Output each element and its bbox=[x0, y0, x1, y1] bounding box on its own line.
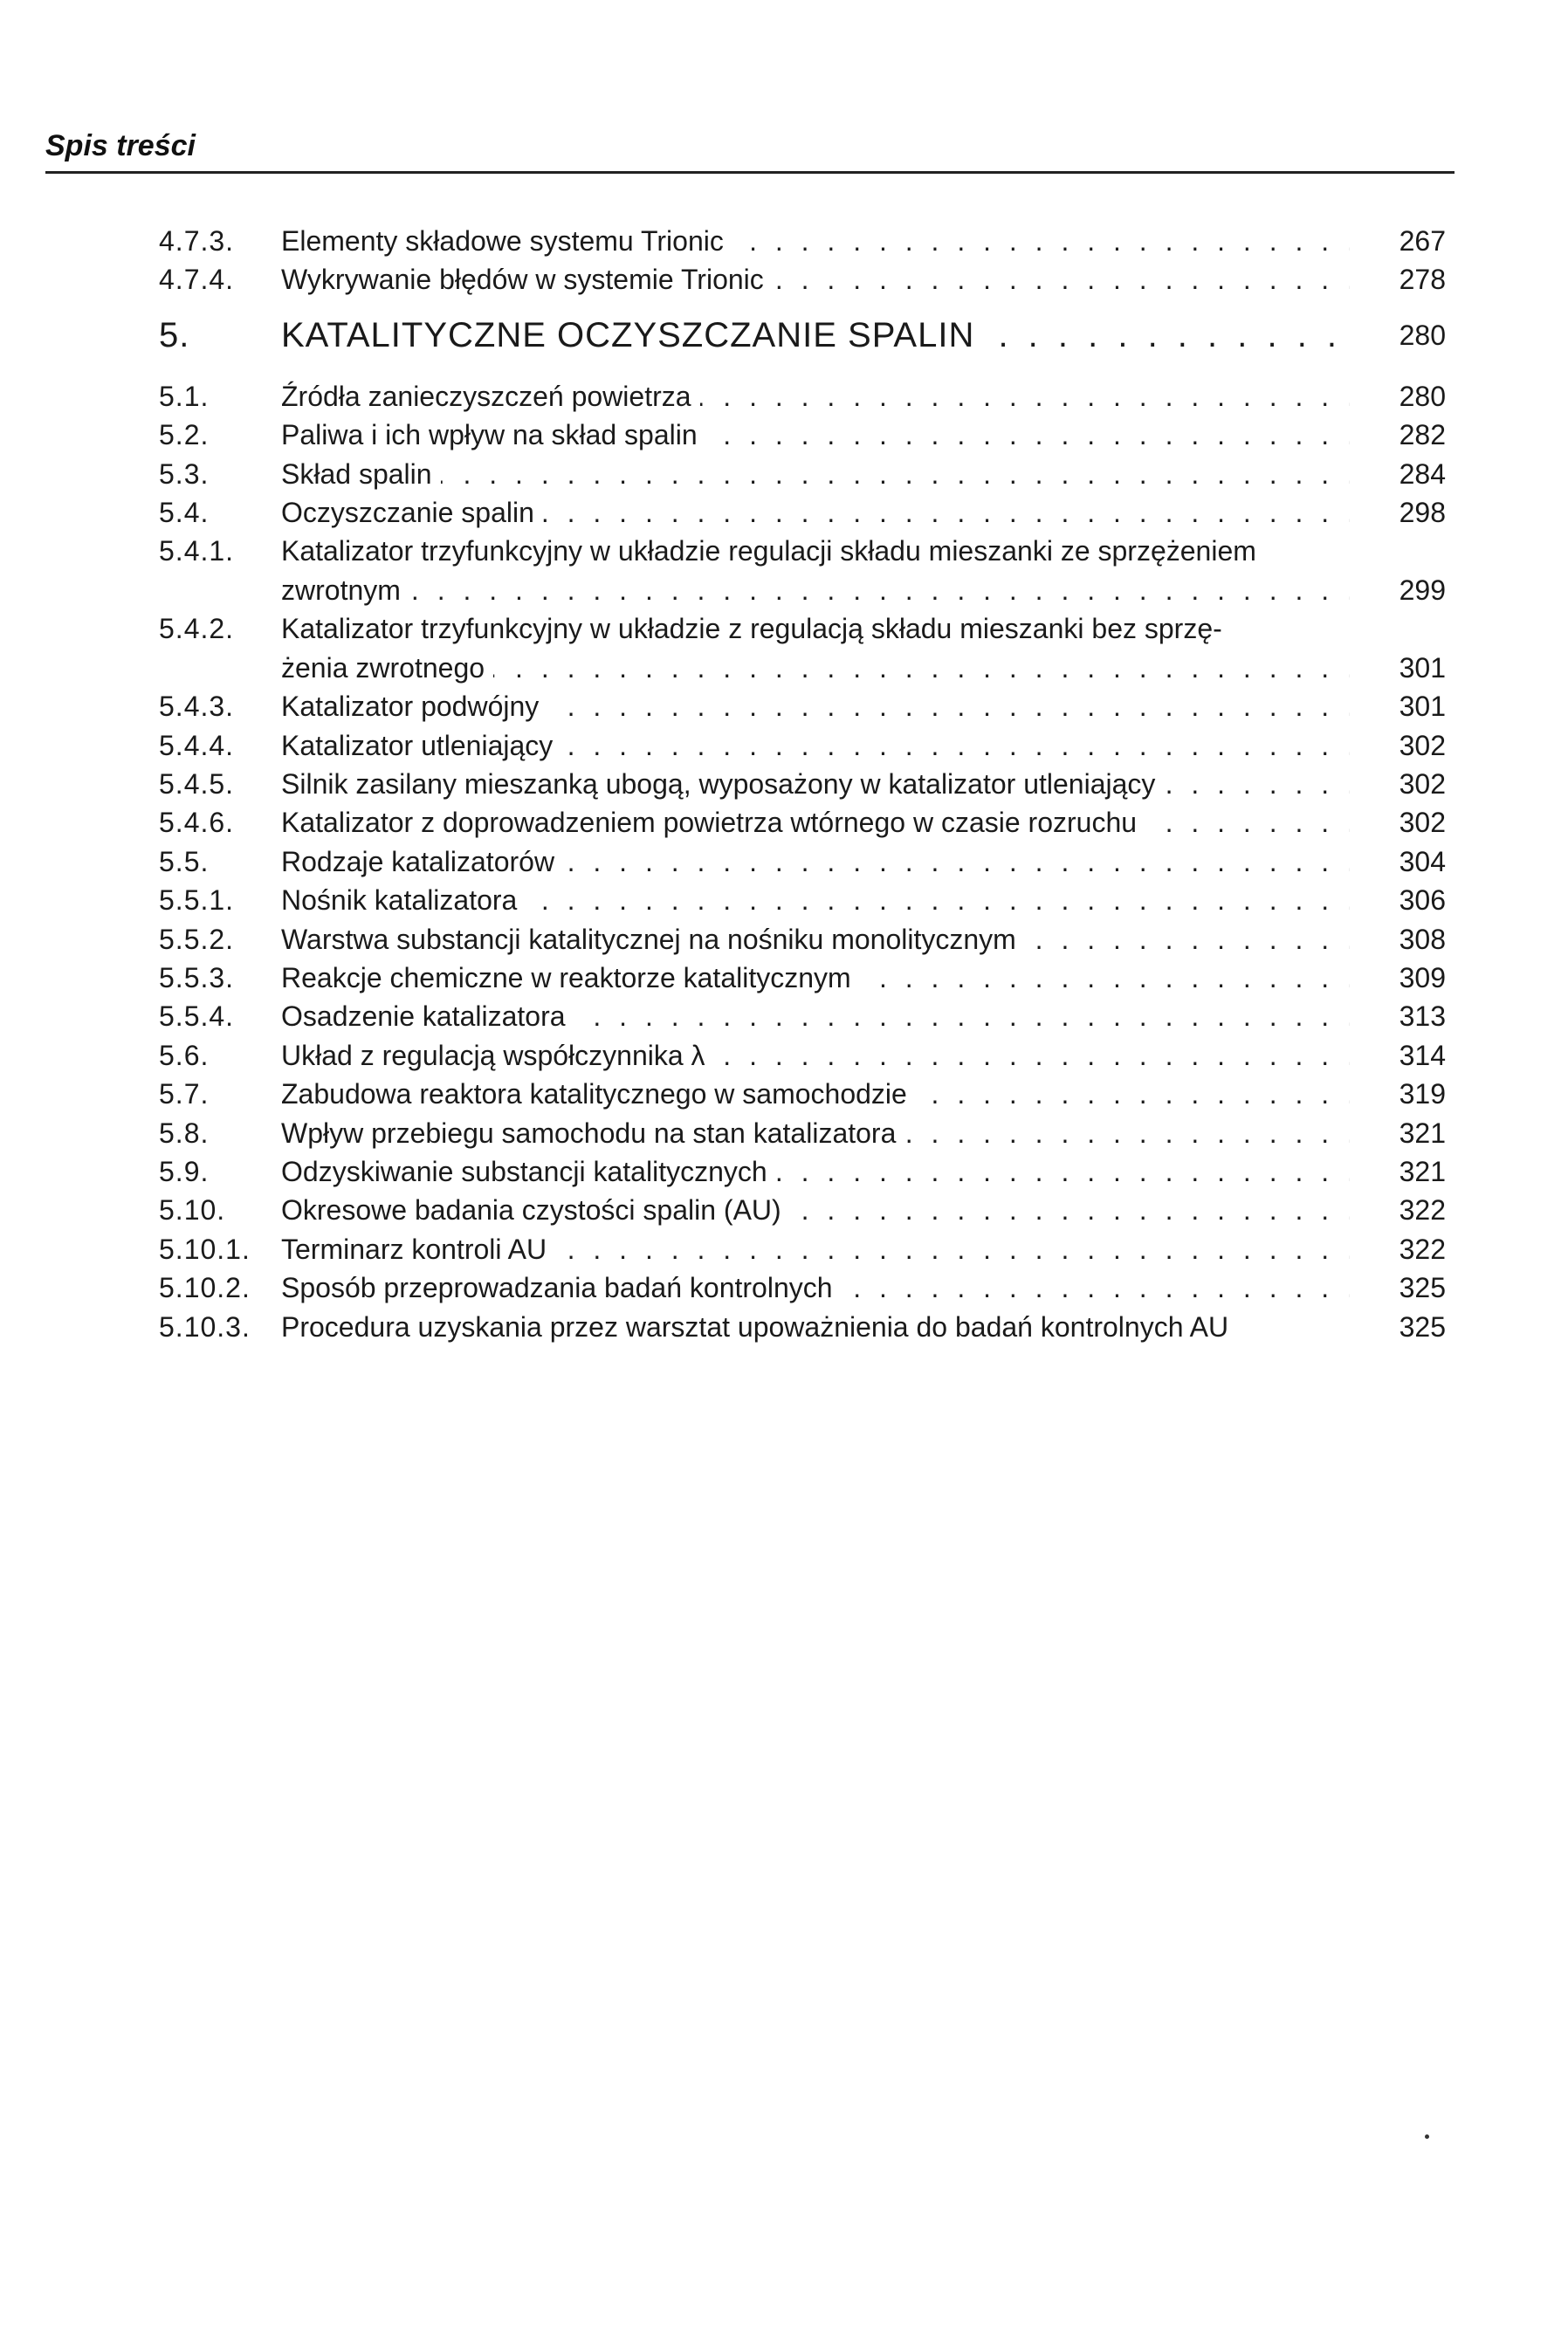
toc-number: 5.4.2. bbox=[159, 613, 235, 644]
toc-page: 282 bbox=[1399, 419, 1446, 450]
toc-title: Terminarz kontroli AU . . . bbox=[281, 1232, 1350, 1267]
toc-page: 299 bbox=[1399, 574, 1446, 606]
toc-title: Katalizator podwójny . . . bbox=[281, 689, 1350, 724]
toc-page: 267 bbox=[1399, 225, 1446, 257]
toc-number: 5.4.3. bbox=[159, 691, 235, 722]
toc-title: Elementy składowe systemu Trionic . . . bbox=[281, 223, 1350, 258]
toc-title: Zabudowa reaktora katalitycznego w samochodzie . . . bbox=[281, 1076, 1350, 1111]
toc-title: Nośnik katalizatora . . . bbox=[281, 883, 1350, 918]
toc-number: 5.4. bbox=[159, 497, 210, 528]
toc-page: 306 bbox=[1399, 884, 1446, 916]
toc-page: 301 bbox=[1399, 691, 1446, 722]
toc-page: 302 bbox=[1399, 807, 1446, 838]
toc-page: 322 bbox=[1399, 1194, 1446, 1226]
toc-title-continuation: zwrotnym . . . bbox=[281, 573, 1350, 608]
toc-title: Odzyskiwanie substancji katalitycznych . . . bbox=[281, 1154, 1350, 1189]
toc-page: 309 bbox=[1399, 962, 1446, 993]
toc-number: 5.10.3. bbox=[159, 1311, 251, 1343]
toc-number: 5.10.1. bbox=[159, 1234, 251, 1265]
toc-number: 5.7. bbox=[159, 1078, 210, 1110]
toc-number: 5. bbox=[159, 316, 190, 354]
toc-number: 5.5.3. bbox=[159, 962, 235, 993]
toc-number: 5.6. bbox=[159, 1040, 210, 1071]
toc-title: Źródła zanieczyszczeń powietrza . . . bbox=[281, 379, 1350, 414]
toc-title: KATALITYCZNE OCZYSZCZANIE SPALIN . . . bbox=[281, 318, 1350, 353]
toc-number: 5.5. bbox=[159, 846, 210, 877]
toc-title: Paliwa i ich wpływ na skład spalin . . . bbox=[281, 417, 1350, 452]
toc-number: 5.4.1. bbox=[159, 535, 235, 567]
toc-page: 322 bbox=[1399, 1234, 1446, 1265]
toc-title: Rodzaje katalizatorów . . . bbox=[281, 844, 1350, 879]
toc-title: Reakcje chemiczne w reaktorze katalitycznym . . . bbox=[281, 960, 1350, 995]
toc-title: Skład spalin . . . bbox=[281, 457, 1350, 491]
toc-page: 280 bbox=[1399, 320, 1446, 351]
toc-page: 304 bbox=[1399, 846, 1446, 877]
toc-title-continuation: żenia zwrotnego . . . bbox=[281, 650, 1350, 685]
toc-number: 5.8. bbox=[159, 1117, 210, 1149]
toc-title: Silnik zasilany mieszanką ubogą, wyposażony w katalizator utleniający . . . bbox=[281, 766, 1350, 801]
toc-number: 5.4.4. bbox=[159, 730, 235, 761]
toc-page: 308 bbox=[1399, 924, 1446, 955]
toc-title: Oczyszczanie spalin . . . bbox=[281, 495, 1350, 530]
toc-title: Okresowe badania czystości spalin (AU) . . . bbox=[281, 1193, 1350, 1227]
toc-number: 4.7.3. bbox=[159, 225, 235, 257]
toc-number: 5.4.5. bbox=[159, 768, 235, 800]
toc-title: Katalizator trzyfunkcyjny w układzie regulacji składu mieszanki ze sprzężeniem bbox=[281, 533, 1350, 568]
toc-page: 314 bbox=[1399, 1040, 1446, 1071]
toc-number: 5.5.1. bbox=[159, 884, 235, 916]
toc-page: 278 bbox=[1399, 264, 1446, 295]
toc-title: Wykrywanie błędów w systemie Trionic . . . bbox=[281, 262, 1350, 297]
toc-number: 5.4.6. bbox=[159, 807, 235, 838]
page-header-title: Spis treści bbox=[45, 129, 196, 162]
toc-page: 280 bbox=[1399, 381, 1446, 412]
toc-page: 284 bbox=[1399, 458, 1446, 490]
toc-number: 5.10.2. bbox=[159, 1272, 251, 1303]
scan-speck bbox=[1425, 2134, 1429, 2139]
toc-title: Katalizator z doprowadzeniem powietrza wtórnego w czasie rozruchu . . . bbox=[281, 805, 1350, 840]
toc-number: 5.5.4. bbox=[159, 1000, 235, 1032]
toc-page: 313 bbox=[1399, 1000, 1446, 1032]
header-rule bbox=[45, 171, 1455, 174]
toc-page: 321 bbox=[1399, 1117, 1446, 1149]
toc-title: Procedura uzyskania przez warsztat upoważnienia do badań kontrolnych AU bbox=[281, 1309, 1350, 1344]
toc-page: 302 bbox=[1399, 768, 1446, 800]
toc-number: 5.5.2. bbox=[159, 924, 235, 955]
toc-number: 5.9. bbox=[159, 1156, 210, 1187]
toc-page: 325 bbox=[1399, 1311, 1446, 1343]
toc-title: Sposób przeprowadzania badań kontrolnych . . . bbox=[281, 1270, 1350, 1305]
toc-page: 301 bbox=[1399, 652, 1446, 684]
toc-page: 321 bbox=[1399, 1156, 1446, 1187]
toc-number: 5.3. bbox=[159, 458, 210, 490]
toc-title: Osadzenie katalizatora . . . bbox=[281, 999, 1350, 1034]
toc-page: 302 bbox=[1399, 730, 1446, 761]
toc-title: Warstwa substancji katalitycznej na nośniku monolitycznym . . . bbox=[281, 922, 1350, 957]
toc-number: 5.10. bbox=[159, 1194, 226, 1226]
toc-number: 5.1. bbox=[159, 381, 210, 412]
toc-title: Katalizator utleniający . . . bbox=[281, 728, 1350, 763]
toc-number: 5.2. bbox=[159, 419, 210, 450]
toc-page: 325 bbox=[1399, 1272, 1446, 1303]
toc-title: Katalizator trzyfunkcyjny w układzie z regulacją składu mieszanki bez sprzę- bbox=[281, 611, 1350, 646]
toc-page: 298 bbox=[1399, 497, 1446, 528]
toc-title: Wpływ przebiegu samochodu na stan katalizatora . . . bbox=[281, 1116, 1350, 1151]
toc-title: Układ z regulacją współczynnika λ . . . bbox=[281, 1038, 1350, 1073]
toc-page: 319 bbox=[1399, 1078, 1446, 1110]
toc-number: 4.7.4. bbox=[159, 264, 235, 295]
